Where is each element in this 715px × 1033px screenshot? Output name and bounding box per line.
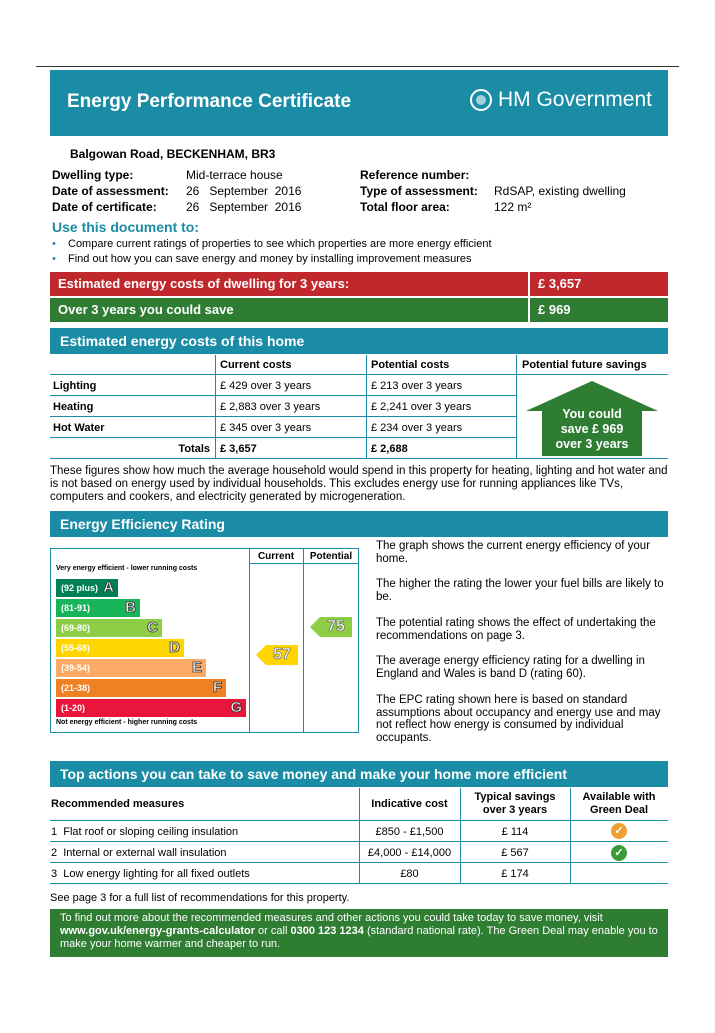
green-deal-green-check-icon: ✓	[611, 845, 627, 861]
band-f: (21-38) F	[56, 679, 226, 697]
band-g: (1-20) G	[56, 699, 246, 717]
reference-label: Reference number:	[360, 168, 470, 182]
potential-rating-value: 75	[327, 618, 345, 635]
bullet-compare: • Compare current ratings of properties to see which properties are more energy efficient	[52, 238, 492, 250]
savings-bar	[50, 298, 668, 322]
band-e: (39-54) E	[56, 659, 206, 677]
bullet-find-out: • Find out how you can save energy and money by installing improvement measures	[52, 253, 472, 265]
row-lighting-potential: £ 213 over 3 years	[371, 380, 463, 392]
row-heating-potential: £ 2,241 over 3 years	[371, 401, 472, 413]
rating-text-5: The EPC rating shown here is based on standard assumptions about occupancy and energy use and may not reflect how energy is consumed by individual occupants.	[376, 694, 661, 744]
brand-name: HM Government	[497, 88, 652, 111]
date-certificate-value: 26 September 2016	[186, 200, 302, 214]
action-row-3-cost: £80	[400, 868, 419, 880]
action-row-1: 1 Flat roof or sloping ceiling insulation	[51, 826, 239, 838]
actions-table	[50, 788, 668, 884]
date-certificate-label: Date of certificate:	[52, 200, 157, 214]
see-page-note: See page 3 for a full list of recommendations for this property.	[50, 892, 350, 904]
top-rule	[36, 66, 679, 67]
rating-text-1: The graph shows the current energy efficiency of your home.	[376, 540, 651, 565]
band-c: (69-80) C	[56, 619, 162, 637]
row-heating-label: Heating	[53, 401, 94, 413]
rating-bottom-note: Not energy efficient - higher running costs	[56, 719, 198, 726]
hm-government-logo	[470, 88, 652, 112]
rating-text-3: The potential rating shows the effect of undertaking the recommendations on page 3.	[376, 617, 656, 642]
savings-label: Over 3 years you could save	[50, 298, 528, 322]
use-document-title: Use this document to:	[52, 219, 200, 235]
action-row-2: 2 Internal or external wall insulation	[51, 847, 227, 859]
floor-area-value: 122 m²	[494, 200, 532, 214]
row-lighting-current: £ 429 over 3 years	[220, 380, 312, 392]
savings-house-text: You could save £ 969 over 3 years	[555, 407, 629, 451]
band-b: (81-91) B	[56, 599, 140, 617]
footer-info-box: To find out more about the recommended measures and other actions you could take today to save money, visit www.gov.uk/energy-grants-calculator or call 0300 123 1234 (standard national rate). The Green Deal may enable you to make your home warmer and cheaper to run.	[50, 909, 668, 957]
row-lighting-label: Lighting	[53, 380, 97, 392]
crest-icon	[470, 89, 492, 111]
col-typical-savings: Typical savings over 3 years	[474, 791, 556, 816]
costs-section-title: Estimated energy costs of this home	[50, 328, 668, 354]
col-measures: Recommended measures	[51, 798, 185, 810]
row-heating-current: £ 2,883 over 3 years	[220, 401, 321, 413]
page-title: Energy Performance Certificate	[67, 91, 352, 112]
rating-text-4: The average energy efficiency rating for a dwelling in England and Wales is band D (rating 60).	[376, 655, 645, 680]
action-row-1-cost: £850 - £1,500	[375, 826, 444, 838]
action-row-2-saving: £ 567	[501, 847, 529, 859]
action-row-3: 3 Low energy lighting for all fixed outlets	[51, 868, 250, 880]
row-hotwater-potential: £ 234 over 3 years	[371, 422, 463, 434]
total-potential: £ 2,688	[371, 443, 408, 455]
rating-col-current: Current	[257, 551, 295, 562]
rating-top-note: Very energy efficient - lower running costs	[56, 565, 198, 572]
phone-number: 0300 123 1234	[290, 925, 364, 937]
band-d: (55-68) D	[56, 639, 184, 657]
col-potential-costs: Potential costs	[371, 359, 450, 371]
assessment-type-label: Type of assessment:	[360, 184, 478, 198]
col-green-deal: Available with Green Deal	[582, 791, 656, 816]
floor-area-label: Total floor area:	[360, 200, 450, 214]
green-deal-orange-check-icon: ✓	[611, 823, 627, 839]
estimated-cost-label: Estimated energy costs of dwelling for 3 years:	[50, 272, 528, 296]
header-banner	[50, 70, 668, 136]
total-current: £ 3,657	[220, 443, 257, 455]
date-assessment-label: Date of assessment:	[52, 184, 169, 198]
estimated-cost-bar	[50, 272, 668, 296]
property-address: Balgowan Road, BECKENHAM, BR3	[70, 147, 276, 161]
rating-section-title: Energy Efficiency Rating	[50, 511, 668, 537]
rating-col-potential: Potential	[309, 551, 353, 562]
dwelling-type-value: Mid-terrace house	[186, 168, 283, 182]
action-row-3-saving: £ 174	[501, 868, 529, 880]
costs-table	[50, 355, 668, 459]
current-rating-value: 57	[273, 646, 291, 663]
grants-calculator-link[interactable]: www.gov.uk/energy-grants-calculator	[60, 925, 255, 937]
band-a: (92 plus) A	[56, 579, 118, 597]
assessment-type-value: RdSAP, existing dwelling	[494, 184, 626, 198]
costs-note: These figures show how much the average household would spend in this property for heating, lighting and hot water and is not based on energy used by individual households. This excludes energy use for running appliances like TVs, computers and cookers, and electricity generated by microgeneration.	[50, 465, 668, 503]
action-row-1-saving: £ 114	[501, 826, 529, 838]
col-indicative-cost: Indicative cost	[371, 798, 448, 810]
date-assessment-value: 26 September 2016	[186, 184, 302, 198]
action-row-2-cost: £4,000 - £14,000	[367, 847, 452, 859]
dwelling-type-label: Dwelling type:	[52, 168, 134, 182]
col-future-savings: Potential future savings	[522, 359, 647, 371]
totals-label: Totals	[178, 443, 210, 455]
estimated-cost-value: £ 3,657	[530, 272, 668, 296]
rating-text-2: The higher the rating the lower your fuel bills are likely to be.	[376, 578, 664, 603]
savings-value: £ 969	[530, 298, 668, 322]
actions-section-title: Top actions you can take to save money and make your home more efficient	[50, 761, 668, 787]
row-hotwater-current: £ 345 over 3 years	[220, 422, 312, 434]
col-current-costs: Current costs	[220, 359, 292, 371]
row-hotwater-label: Hot Water	[53, 422, 105, 434]
